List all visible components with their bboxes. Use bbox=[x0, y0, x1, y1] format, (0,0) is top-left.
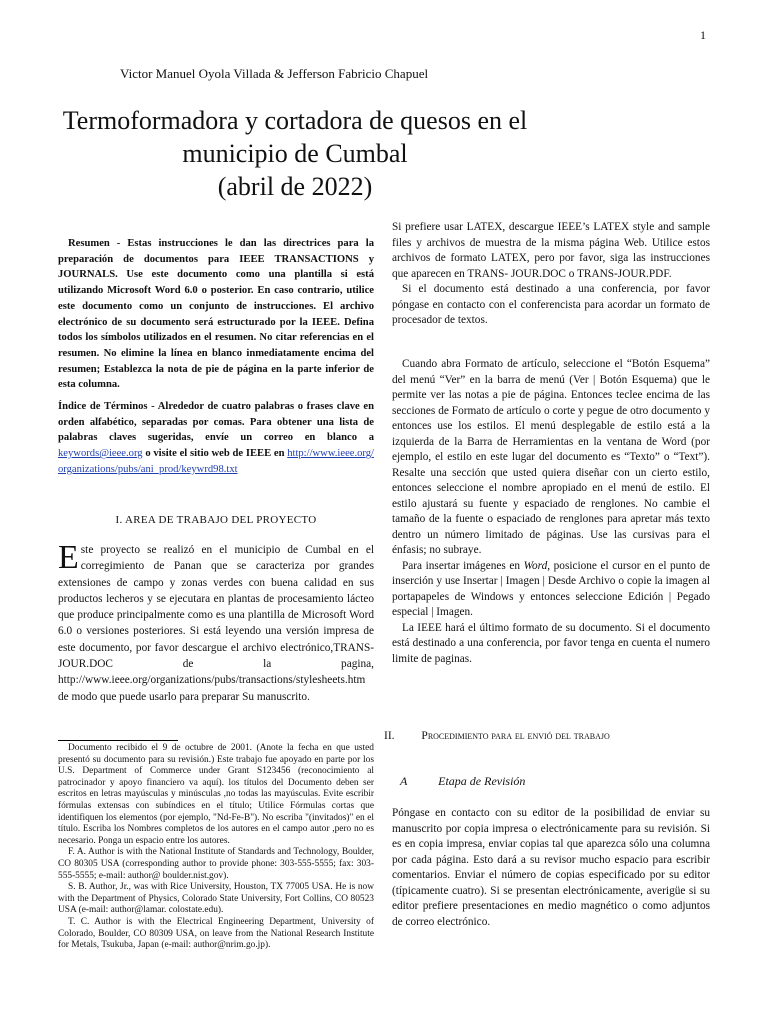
footnote-2: F. A. Author is with the National Institute of Standards and Technology, Boulder, CO 80305 USA (corresponding author to provide phone: 303-555-5555; fax: 303-555-5555; e-mail: author@ boulder.nist.gov). bbox=[58, 847, 374, 881]
p4-pre: Para insertar imágenes en bbox=[402, 559, 524, 572]
footnotes bbox=[58, 743, 374, 952]
p4-italic: Word bbox=[523, 559, 548, 572]
section-2-text: Póngase en contacto con su editor de la posibilidad de enviar su manuscrito por copia impresa o electrónicamente para su revisión. Si es en copia impresa, enviar copias tal que aparezca sólo una columna por cada página. Esto dará a su revisor mucho espacio para escribir comentarios. Enviar el número de copias especificado por su editor (típicamente cuatro). Si se presentan electrónicamente, averigüe si su editor prefiere presentaciones en medio magnético o como adjuntos de correo electrónico. bbox=[392, 807, 710, 928]
footnote-3: S. B. Author, Jr., was with Rice University, Houston, TX 77005 USA. He is now with the Department of Physics, Colorado State University, Fort Collins, CO 80523 USA (e-mail: author@lamar. colostate.edu). bbox=[58, 882, 374, 916]
authors: Victor Manuel Oyola Villada & Jefferson Fabricio Chapuel bbox=[120, 66, 429, 81]
keywords-url-link[interactable]: http://www.ieee.org/organizations/pubs/ani_prod/keywrd98.txt bbox=[58, 448, 374, 475]
subsection-letter: A bbox=[400, 774, 408, 788]
section-2-title: Procedimiento para el envió del trabajo bbox=[421, 730, 610, 742]
page-number: 1 bbox=[700, 28, 706, 42]
title-line-3: (abril de 2022) bbox=[217, 172, 373, 201]
paper-title bbox=[0, 104, 590, 203]
right-paragraph-2: Si el documento está destinado a una conferencia, por favor póngase en contacto con el conferencista para acordar un formato de procesador de textos. bbox=[392, 283, 710, 326]
abstract-text: Resumen - Estas instrucciones le dan las directrices para la preparación de documentos para IEEE TRANSACTIONS y JOURNALS. Use este documento como una plantilla si está utilizando Microsoft Word 6.0 o posterior. En caso contrario, utilice este documento como un conjunto de instrucciones. El archivo electrónico de su documento será estructurado por la IEEE. Defina todos los símbolos utilizados en el resumen. No citar referencias en el resumen. No elimine la línea en blanco inmediatamente encima del resumen; Establezca la nota de pie de página en la parte inferior de esta columna. bbox=[58, 238, 374, 391]
title-line-2: municipio de Cumbal bbox=[182, 139, 408, 168]
subsection-a-heading bbox=[400, 774, 525, 789]
right-paragraph-3: Cuando abra Formato de artículo, seleccione el “Botón Esquema” del menú “Ver” en la barra de menú (Ver | Botón Esquema) que le permite ver las notas a pie de página. Entonces teclee encima de las secciones de Formato de artículo o corte y pegue de otro documento y entonces use los estilos. El menú desplegable de estilo está a la izquierda de la Barra de Herramientas en la ventana de Word (por ejemplo, el estilo en este lugar del documento es “Texto” o “Text”). Resalte una sección que usted quiera diseñar con un cierto estilo, entonces seleccione el nombre apropiado en el menú de estilo. El estilo ajustará su fuente y espaciado de renglones. No cambie el tamaño de la fuente o espaciado de renglones para apretar más texto dentro un número limitado de páginas. Use las cursivas para el énfasis; no subraye. bbox=[392, 358, 710, 556]
right-column-cont bbox=[392, 357, 710, 667]
footnote-rule bbox=[58, 740, 178, 741]
index-terms-mid: o visite el sitio web de IEEE en bbox=[145, 448, 285, 460]
section-2-number: II. bbox=[384, 730, 395, 742]
section-1-body bbox=[58, 539, 374, 705]
abstract bbox=[58, 236, 374, 393]
section-2-body bbox=[392, 806, 710, 930]
right-column bbox=[392, 220, 710, 329]
title-line-1: Termoformadora y cortadora de quesos en el bbox=[62, 106, 528, 135]
section-1-heading: I. AREA DE TRABAJO DEL PROYECTO bbox=[115, 514, 317, 526]
index-terms bbox=[58, 399, 374, 478]
keywords-email-link[interactable]: keywords@ieee.org bbox=[58, 448, 143, 460]
drop-cap: E bbox=[58, 539, 79, 576]
subsection-title: Etapa de Revisión bbox=[438, 774, 526, 788]
right-paragraph-4 bbox=[392, 559, 710, 621]
section-2-heading bbox=[384, 730, 610, 742]
footnote-4: T. C. Author is with the Electrical Engineering Department, University of Colorado, Boulder, CO 80309 USA, on leave from the National Research Institute for Metals, Tsukuba, Japan (e-mail: author@nrim.go.jp). bbox=[58, 916, 374, 951]
right-paragraph-1: Si prefiere usar LATEX, descargue IEEE’s LATEX style and sample files y archivos de muestra de la misma página Web. Utilice estos archivos de formato LATEX, pero por favor, siga las instrucciones que aparecen en TRANS- JOUR.DOC o TRANS-JOUR.PDF. bbox=[392, 221, 710, 280]
right-paragraph-5: La IEEE hará el último formato de su documento. Si el documento está destinado a una conferencia, por favor tenga en cuenta el numero limite de paginas. bbox=[392, 621, 710, 665]
footnote-1: Documento recibido el 9 de octubre de 2001. (Anote la fecha en que usted presentó su documento para su revisión.) Este trabajo fue apoyado en parte por los U.S. Department of Commerce under Grant S123456 (reconocimiento al patrocinador y apoyo financiero va aquí). los títulos del Documento deben ser escritos en letras mayúsculas y minúsculas ,no todas las mayúsculas. Evite escribir fórmulas extensas con subíndices en el título; Utilice Fórmulas cortas que identifiquen los elementos (por ejemplo, "Nd-Fe-B"). No escriba "(invitados)" en el título. Escriba los Nombres completos de los autores en el campo autor ,pero no es necesario. Ponga un espacio entre los autores. bbox=[58, 743, 374, 846]
p4-post: , posicione el cursor en el punto de inserción y use Insertar | Imagen | Desde Archivo o copie la imagen al portapapeles de Windows y entonces seleccione Edición | Pegado especial | Imagen. bbox=[392, 559, 711, 618]
index-terms-text: Índice de Términos - Alrededor de cuatro palabras o frases clave en orden alfabético, separadas por comas. Para obtener una lista de palabras claves sugeridas, envíe un correo en blanco a bbox=[58, 401, 374, 444]
section-1-text: ste proyecto se realizó en el municipio de Cumbal en el corregimiento de Panan que se caracteriza por grandes extensiones de campo y zonas verdes con buena calidad en sus productos lecheros y se ejecutara en plantas de procesamiento lácteo que produce principalmente como es una plantilla de Microsoft Word 6.0 o versiones posteriores. Si está leyendo una versión impresa de este documento, por favor descargue el archivo electrónico,TRANS-JOUR.DOC de la pagina, http://www.ieee.org/organizations/pubs/transactions/stylesheets.htm de modo que puede usarlo para preparar Su manuscrito. bbox=[58, 544, 374, 703]
